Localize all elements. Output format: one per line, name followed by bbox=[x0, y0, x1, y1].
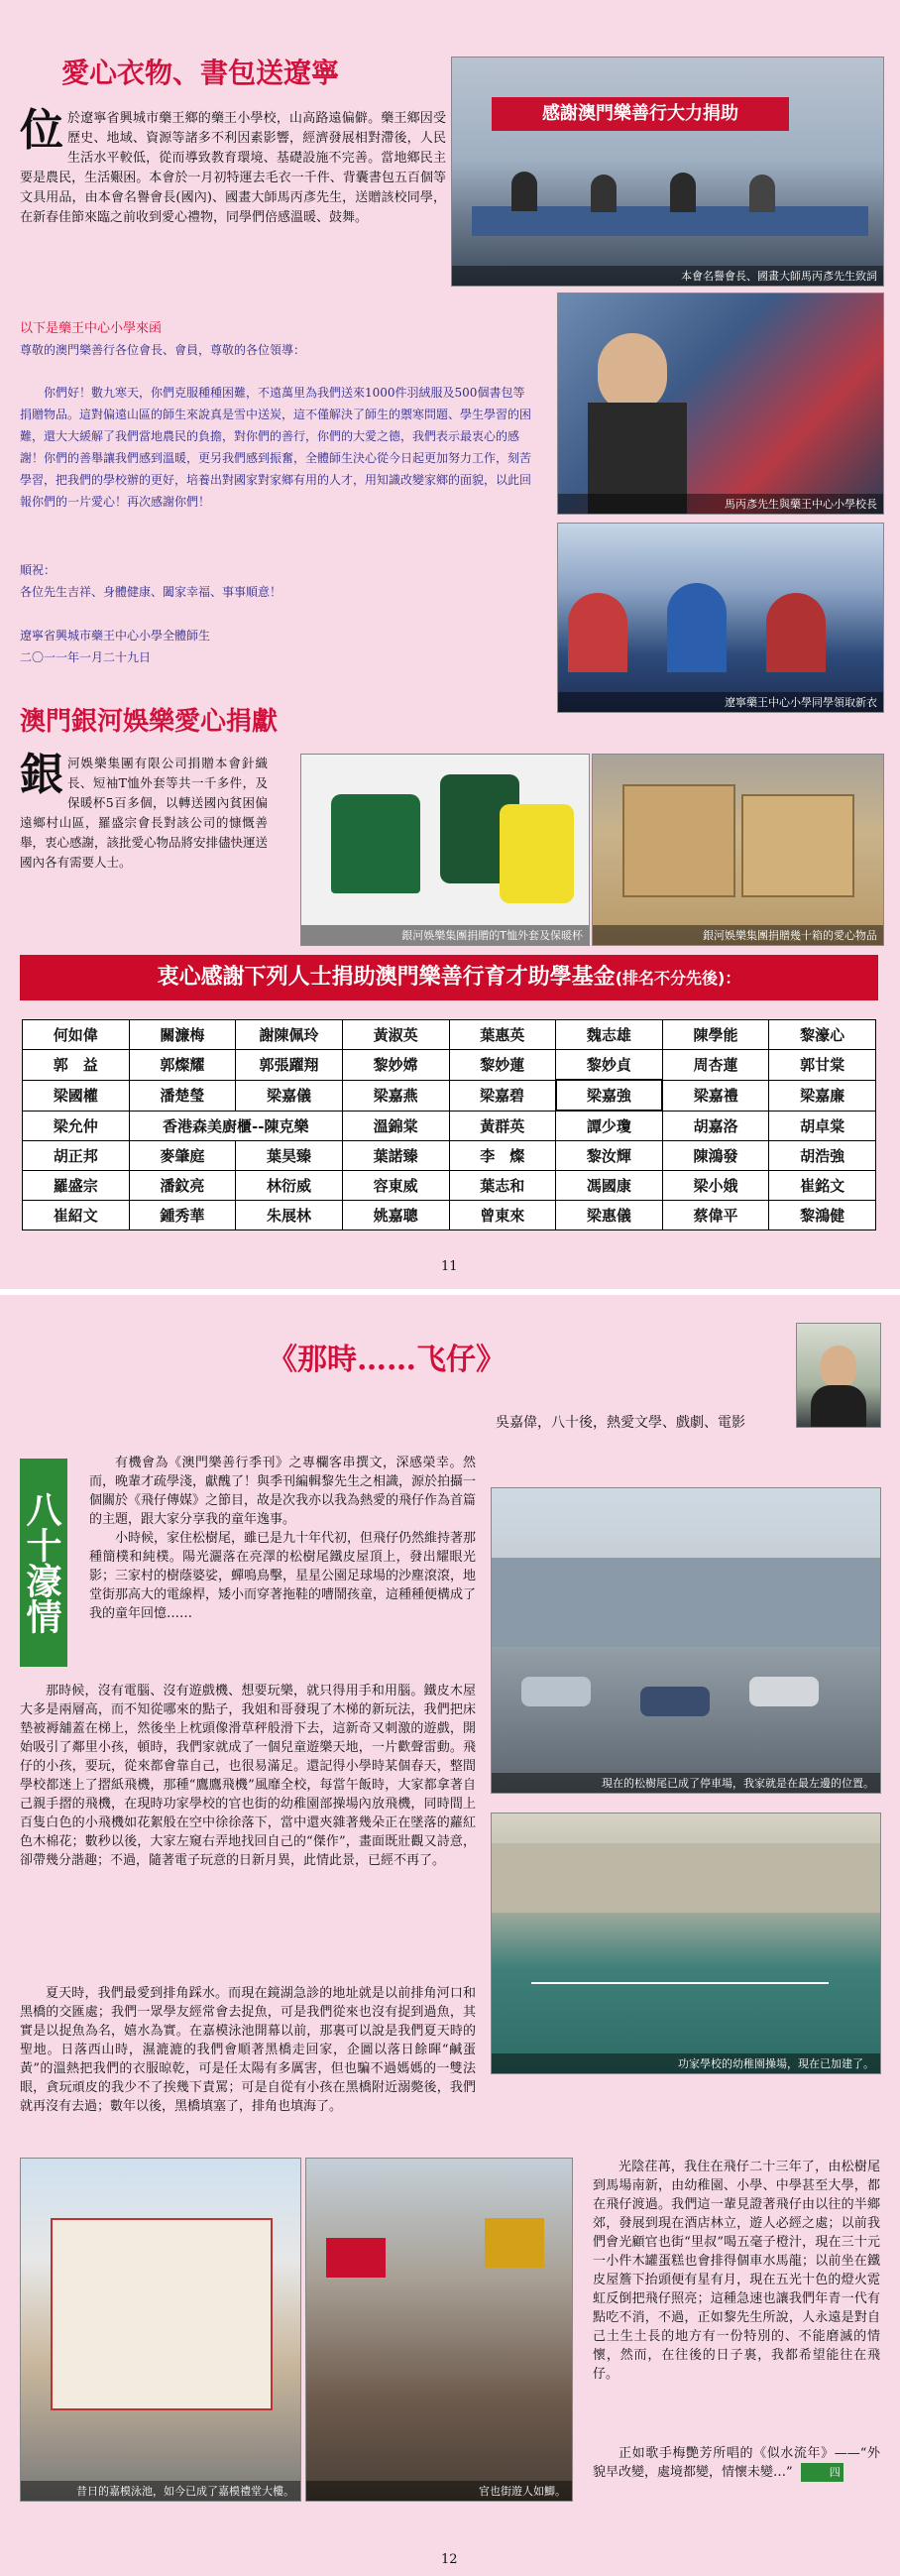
donor-row bbox=[23, 1171, 876, 1201]
section2-text: 河娛樂集團有限公司捐贈本會針織長、短袖T恤外套等共一千多件，及保暖杯5百多個，以轉送國內貧困偏遠鄉村山區，羅盛宗會長對該公司的慷慨善舉，衷心感謝，該批愛心物品將安排儘快運送國內各有需要人士。 bbox=[20, 756, 269, 870]
photo-boxes bbox=[592, 754, 884, 946]
author-face bbox=[821, 1346, 856, 1389]
donor-name: 李 燦 bbox=[449, 1141, 556, 1171]
car-shape bbox=[521, 1677, 591, 1706]
donor-banner-title: 衷心感謝下列人士捐助澳門樂善行育才助學基金 bbox=[157, 965, 616, 990]
letter-body: 你們好！數九寒天，你們克服種種困難，不遠萬里為我們送來1000件羽絨服及500個書包等捐贈物品。這對偏遠山區的師生來說真是雪中送炭，這不僅解決了師生的禦寒問題、學生學習的困難，還大大緩解了我們當地農民的負擔，對你們的善行，你們的大愛之德，我們表示最衷心的感謝！你們的善舉讓我們感到溫暖，更另我們感到振奮，全體師生決心從今日起更加努力工作，刻苦學習，把我們的學校辦的更好，培養出對國家對家鄉有用的人才，用知識改變家鄉的面貌，以此回報你們的一片愛心！再次感謝你們！ bbox=[20, 386, 532, 509]
article-para-6-text: 正如歌手梅艷芳所唱的《似水流年》——“外貌早改變，處境都變，情懷未變…” bbox=[593, 2446, 880, 2480]
donor-name: 葉惠英 bbox=[449, 1020, 556, 1050]
article-para-1: 有機會為《澳門樂善行季刊》之專欄客串撰文，深感榮幸。然而，晚輩才疏學淺，獻醜了！與季刊編輯黎先生之相識，源於拍攝一個關於《飛仔傳媒》之節目，故是次我亦以我為熱愛的飛仔作為首篇的主題，跟大家分享我的童年逸事。 bbox=[89, 1456, 477, 1527]
section1-text: 於遼寧省興城市藥王鄉的藥王小學校，山高路遠偏僻。藥王鄉因受歷史、地域、資源等諸多不利因素影響，經濟發展相對滯後，人民生活水平較低，從而導致教育環境、基礎設施不完善。當地鄉民主要是農民，生活艱困。本會於一月初特運去毛衣一千件、背囊書包五百個等文具用品，由本會名譽會長(國內)、國畫大師馬丙彥先生，送贈該校同學，在新春佳節來臨之前收到愛心禮物，同學們倍感溫暖、鼓舞。 bbox=[20, 111, 446, 225]
donor-row bbox=[23, 1111, 876, 1141]
donor-row bbox=[23, 1050, 876, 1081]
donor-name: 潘楚瑩 bbox=[129, 1080, 236, 1111]
photo-tshirts-caption: 銀河娛樂集團捐贈的T恤外套及保暖杯 bbox=[301, 925, 589, 945]
photo-ceremony bbox=[451, 57, 884, 287]
donor-name: 潘鈫亮 bbox=[129, 1171, 236, 1201]
person-shape bbox=[591, 175, 617, 212]
donor-name: 梁國權 bbox=[23, 1080, 130, 1111]
donor-name: 黎濠心 bbox=[769, 1020, 876, 1050]
donor-name: 葉志和 bbox=[449, 1171, 556, 1201]
person-face bbox=[598, 333, 667, 412]
article-para-3: 那時候，沒有電腦、沒有遊戲機、想要玩樂，就只得用手和用腦。鐵皮木屋大多是兩層高，而不知從哪來的點子，我姐和哥發現了木梯的新玩法，我們把床墊被褥舖蓋在梯上，然後坐上枕頭像滑草秤般滑下去，這新奇又刺激的遊戲，開始吸引了鄰里小孩，頓時，我們家就成了一個兒童遊樂天地，一片歡聲雷動。飛仔的小孩，要玩，從來都會靠自己，也很易滿足。還記得小學時某個春天，整間學校都迷上了摺紙飛機，那種“鷹鷹飛機”風靡全校，每當午飯時，大家都拿著自己親手摺的飛機，在現時功家學校的官也街的幼稚園部操場內放飛機，同時間上百隻白色的小飛機如花絮般在空中徐徐落下，當中還夾雜著幾朵正在墜落的蘿紅色木棉花；數秒以後，大家左窺右弄地找回自己的“傑作”，畫面既壯觀又詩意，卻帶幾分諧趣；不過，隨著電子玩意的日新月異，此情此景，已經不再了。 bbox=[20, 1684, 476, 1868]
page-number-12: 12 bbox=[441, 2552, 458, 2567]
car-shape bbox=[640, 1687, 710, 1716]
donor-name: 姚嘉聰 bbox=[342, 1201, 449, 1230]
photo-street-caption: 官也街遊人如鯽。 bbox=[306, 2481, 572, 2501]
donor-name: 鍾秀華 bbox=[129, 1201, 236, 1230]
donor-name: 關濂梅 bbox=[129, 1020, 236, 1050]
donor-name: 周杏蓮 bbox=[662, 1050, 769, 1081]
shop-sign bbox=[326, 2238, 386, 2278]
column-side-title: 八十濠情 bbox=[20, 1459, 67, 1667]
donor-banner-note: (排名不分先後)： bbox=[615, 969, 741, 988]
donor-name: 何如偉 bbox=[23, 1020, 130, 1050]
donor-name: 馮國康 bbox=[556, 1171, 663, 1201]
donor-name: 林衍威 bbox=[236, 1171, 343, 1201]
donor-name: 梁嘉強 bbox=[556, 1080, 663, 1111]
donor-name: 崔紹文 bbox=[23, 1201, 130, 1230]
section2-body bbox=[20, 750, 269, 873]
photo-playground-caption: 功家學校的幼稚園操場，現在已加建了。 bbox=[492, 2053, 880, 2073]
donor-name: 胡浩強 bbox=[769, 1141, 876, 1171]
article-para-4-text: 夏天時，我們最愛到排角踩水。而現在鏡湖急診的地址就是以前排角河口和黑橋的交匯處；我們一眾學友經常會去捉魚，可是我們從來也沒有捉到過魚，其實是以捉魚為名，嬉水為實。在嘉模泳池開幕以前，那裏可以說是我們夏天時的聖地。日落西山時，濕漉漉的我們會順著黑橋走回家，企圖以落日餘暉“鹹蛋黃”的溫熱把我們的衣服晾乾，可是任太陽有多厲害，但也騙不過媽媽的一雙法眼，貪玩頑皮的我少不了挨幾下責罵；可是自從有小孩在黑橋附近溺斃後，我們就再沒有去過；數年以後，黑橋填塞了，排角也填海了。 bbox=[20, 1986, 476, 2114]
donor-name: 黃群英 bbox=[449, 1111, 556, 1141]
donor-name: 麥肇庭 bbox=[129, 1141, 236, 1171]
donor-name: 黃淑英 bbox=[342, 1020, 449, 1050]
photo-principal bbox=[557, 293, 884, 515]
letter-date: 二〇一一年一月二十九日 bbox=[20, 650, 152, 664]
photo-boxes-caption: 銀河娛樂集團捐贈幾十箱的愛心物品 bbox=[593, 925, 883, 945]
author-byline: 吳嘉偉，八十後，熱愛文學、戲劇、電影 bbox=[496, 1415, 745, 1431]
building-shape bbox=[51, 2218, 273, 2410]
shop-sign bbox=[485, 2218, 544, 2268]
donor-name: 黎妙蓮 bbox=[449, 1050, 556, 1081]
donor-name: 曾東來 bbox=[449, 1201, 556, 1230]
donor-name: 葉昊臻 bbox=[236, 1141, 343, 1171]
donor-name: 黎鴻健 bbox=[769, 1201, 876, 1230]
end-mark: 四 bbox=[801, 2463, 844, 2482]
court-line bbox=[531, 1982, 829, 1984]
donor-name: 郭燦耀 bbox=[129, 1050, 236, 1081]
donor-name: 葉諾臻 bbox=[342, 1141, 449, 1171]
donor-name: 崔銘文 bbox=[769, 1171, 876, 1201]
car-shape bbox=[749, 1677, 819, 1706]
photo-swimming-pool bbox=[20, 2158, 301, 2502]
article-para-4 bbox=[20, 1984, 476, 2116]
author-photo bbox=[796, 1323, 881, 1428]
donor-name: 蔡偉平 bbox=[662, 1201, 769, 1230]
ceremony-banner: 感謝澳門樂善行大力捐助 bbox=[492, 97, 789, 131]
letter-wishes: 各位先生吉祥、身體健康、闔家幸福、事事順意！ bbox=[20, 585, 282, 599]
box-shape bbox=[622, 784, 735, 897]
donor-row bbox=[23, 1080, 876, 1111]
donor-name: 魏志雄 bbox=[556, 1020, 663, 1050]
donor-name: 胡卓棠 bbox=[769, 1111, 876, 1141]
donor-name: 梁嘉碧 bbox=[449, 1080, 556, 1111]
photo-ceremony-caption: 本會名譽會長、國畫大師馬丙彥先生致詞 bbox=[452, 266, 883, 286]
photo-principal-caption: 馬丙彥先生與藥王中心小學校長 bbox=[558, 494, 883, 514]
photo-students-caption: 遼寧藥王中心小學同學領取新衣 bbox=[558, 692, 883, 712]
person-shape bbox=[670, 173, 696, 212]
donor-name: 梁嘉儀 bbox=[236, 1080, 343, 1111]
student-shape bbox=[568, 593, 627, 672]
donor-name: 黎妙嫦 bbox=[342, 1050, 449, 1081]
donor-name: 郭 益 bbox=[23, 1050, 130, 1081]
donor-name: 容東威 bbox=[342, 1171, 449, 1201]
letter-heading: 以下是藥王中心小學來函 bbox=[20, 321, 163, 336]
donor-name: 梁小娥 bbox=[662, 1171, 769, 1201]
donor-row bbox=[23, 1201, 876, 1230]
person-shape bbox=[511, 172, 537, 211]
page-number-11: 11 bbox=[441, 1259, 458, 1274]
donor-name: 梁嘉禮 bbox=[662, 1080, 769, 1111]
donor-name: 香港森美廚櫃--陳克樂 bbox=[129, 1111, 342, 1141]
donor-name: 梁嘉燕 bbox=[342, 1080, 449, 1111]
article-para-2: 小時候，家住松樹尾，雖已是九十年代初，但飛仔仍然維持著那種簡樸和純樸。陽光灑落在亮澤的松樹尾鐵皮屋頂上，發出耀眼光影；三家村的樹蔭婆娑，蟬鳴鳥擊，星星公園足球場的沙塵滾滾，地堂街那高大的電線桿，矮小而穿著拖鞋的嘈鬧孩童，這種種便構成了我的童年回憶…… bbox=[89, 1531, 477, 1621]
donor-name: 陳鴻發 bbox=[662, 1141, 769, 1171]
donor-name: 胡正邦 bbox=[23, 1141, 130, 1171]
green-jacket bbox=[331, 794, 420, 893]
photo-street bbox=[305, 2158, 573, 2502]
author-body bbox=[811, 1385, 866, 1427]
section1-dropcap: 位 bbox=[20, 105, 63, 156]
donor-name: 胡嘉洛 bbox=[662, 1111, 769, 1141]
article-para-5: 光陰荏苒，我住在飛仔二十三年了，由松樹尾到馬場南新，由幼稚園、小學、中學甚至大學，都在飛仔渡過。我們這一輩見證著飛仔由以往的半鄉郊，發展到現在酒店林立，遊人必經之處；以前我們會光顧官也街“里叔”喝五毫子橙汁，現在三十元一小件木罐蛋糕也會排得個車水馬龍；以前坐在鐵皮屋簷下抬頭便有星有月，現在五光十色的燈火霓虹反倒把飛仔照亮；這種急速也讓我們年青一代有點吃不消，不過，正如黎先生所說，人永遠是對自己土生土長的地方有一份特別的、不能磨滅的情懷，然而，在往後的日子裏，我都希望能往在飛仔。 bbox=[593, 2160, 880, 2382]
donor-name: 陳學能 bbox=[662, 1020, 769, 1050]
donor-name: 譚少瓊 bbox=[556, 1111, 663, 1141]
letter-signature: 遼寧省興城市藥王中心小學全體師生 bbox=[20, 629, 211, 643]
student-shape bbox=[667, 583, 727, 672]
donor-name: 黎汝輝 bbox=[556, 1141, 663, 1171]
box-shape bbox=[741, 794, 854, 897]
donor-row bbox=[23, 1141, 876, 1171]
donor-name: 郭張躍翔 bbox=[236, 1050, 343, 1081]
section2-title: 澳門銀河娛樂愛心捐獻 bbox=[20, 707, 279, 737]
donor-name: 梁允仲 bbox=[23, 1111, 130, 1141]
donor-name: 謝陳佩玲 bbox=[236, 1020, 343, 1050]
article-para-6 bbox=[593, 2444, 880, 2482]
section1-title: 愛心衣物、書包送遼寧 bbox=[61, 57, 340, 89]
student-shape bbox=[766, 593, 826, 672]
section2-dropcap: 銀 bbox=[20, 750, 63, 800]
donor-table bbox=[22, 1019, 876, 1230]
article-title: 《那時……飞仔》 bbox=[268, 1343, 506, 1377]
section1-body bbox=[20, 105, 446, 228]
donor-name: 羅盛宗 bbox=[23, 1171, 130, 1201]
donor-name: 梁嘉廉 bbox=[769, 1080, 876, 1111]
photo-playground bbox=[491, 1813, 881, 2074]
photo-students bbox=[557, 523, 884, 713]
donor-name: 朱展林 bbox=[236, 1201, 343, 1230]
photo-swimming-caption: 昔日的嘉模泳池，如今已成了嘉模禮堂大樓。 bbox=[21, 2481, 300, 2501]
person-shape bbox=[749, 175, 775, 212]
photo-parking-lot bbox=[491, 1487, 881, 1794]
donor-name: 黎妙貞 bbox=[556, 1050, 663, 1081]
letter-closing: 順祝： bbox=[20, 563, 56, 577]
yellow-tshirt bbox=[500, 804, 574, 903]
photo-tshirts bbox=[300, 754, 590, 946]
buildings-shape bbox=[492, 1558, 880, 1647]
donor-row bbox=[23, 1020, 876, 1050]
page-12 bbox=[0, 1295, 900, 2576]
letter-salutation: 尊敬的澳門樂善行各位會長、會員，尊敬的各位領導： bbox=[20, 343, 306, 357]
donor-banner bbox=[20, 955, 878, 1000]
donor-name: 梁惠儀 bbox=[556, 1201, 663, 1230]
building-shape bbox=[492, 1843, 880, 1913]
donor-name: 郭甘棠 bbox=[769, 1050, 876, 1081]
photo-parking-caption: 現在的松樹尾已成了停車場，我家就是在最左邊的位置。 bbox=[492, 1773, 880, 1793]
donor-name: 溫錦棠 bbox=[342, 1111, 449, 1141]
